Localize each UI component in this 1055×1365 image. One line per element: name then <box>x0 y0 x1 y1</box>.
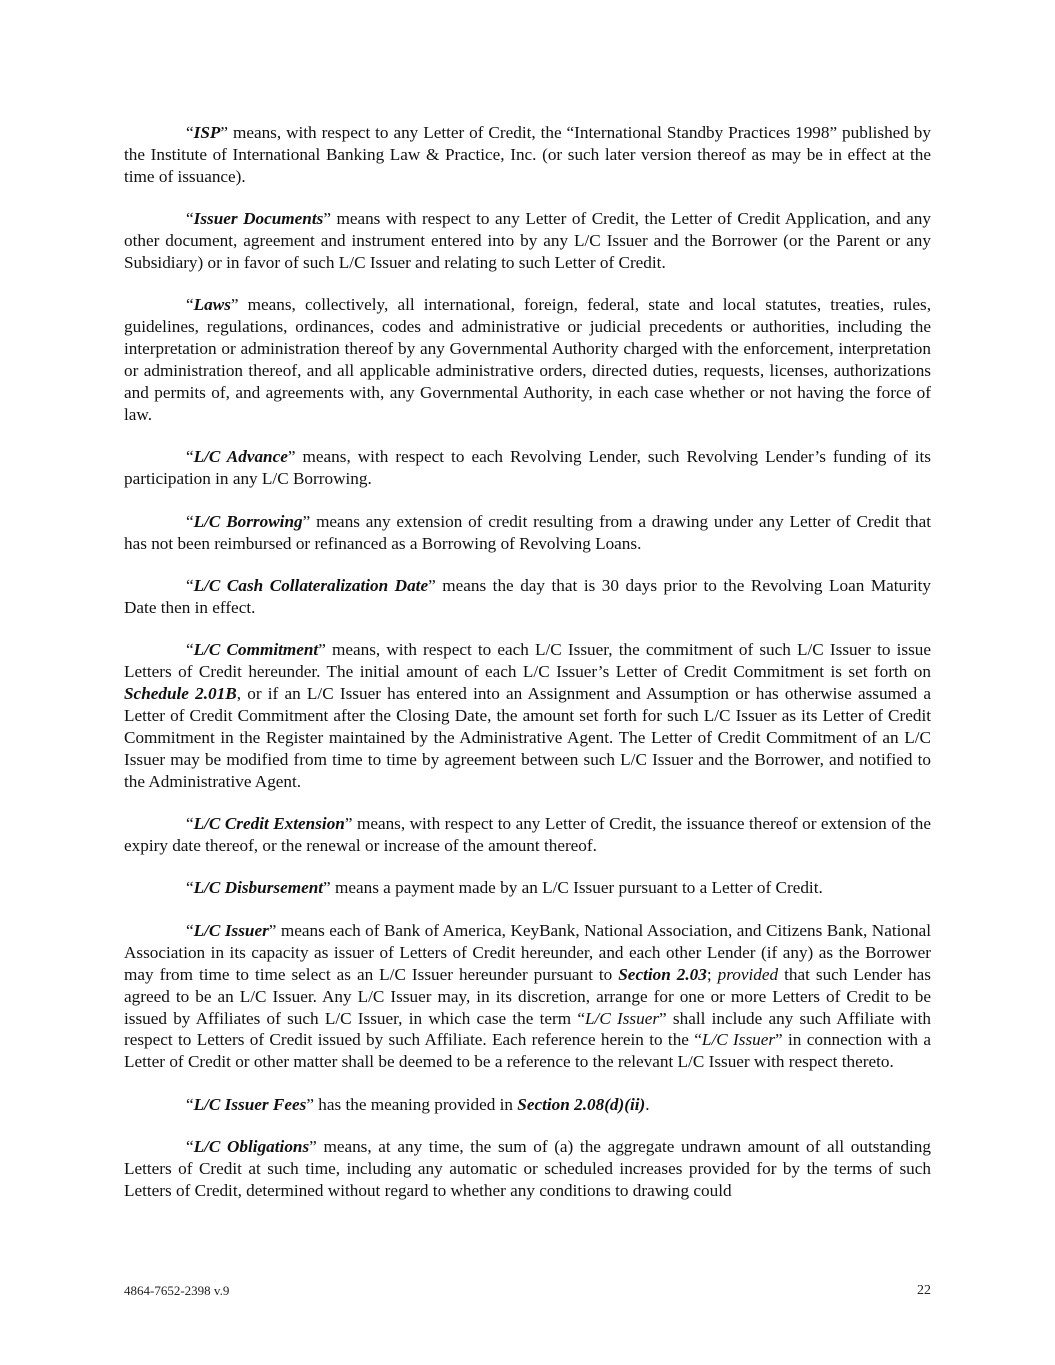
definition-lc-disbursement <box>124 877 931 899</box>
definition-text: , or if an L/C Issuer has entered into an Assignment and Assumption or has otherwise assumed a Letter of Credit Commitment after the Closing Date, the amount set forth for such L/C Issuer as its Letter of Credit Commitment in the Register maintained by the Administrative Agent. The Letter of Credit Commitment of an L/C Issuer may be modified from time to time by agreement between such L/C Issuer and the Borrower, and notified to the Administrative Agent. <box>124 684 931 791</box>
definition-text: ” means, at any time, the sum of (a) the aggregate undrawn amount of all outstanding Letters of Credit at such time, including any automatic or scheduled increases provided for by the terms of such Letters of Credit, determined without regard to whether any conditions to drawing could <box>124 1137 931 1200</box>
definition-lc-issuer <box>124 920 931 1073</box>
open-quote: “ <box>186 1094 194 1114</box>
definition-isp <box>124 122 931 188</box>
definition-text: ” means a payment made by an L/C Issuer pursuant to a Letter of Credit. <box>323 878 823 898</box>
defined-term: L/C Commitment <box>193 640 319 660</box>
page-number: 22 <box>917 1283 931 1298</box>
definition-text: ” means, with respect to each Revolving Lender, such Revolving Lender’s funding of its participation in any L/C Borrowing. <box>124 447 931 489</box>
definition-text: that such Lender has agreed to be an L/C Issuer. Any L/C Issuer may, in its discretion, arrange for one or more Letters of Credit to be issued by Affiliates of such L/C Issuer, in which case the term “ <box>124 964 931 1028</box>
defined-term: L/C Advance <box>193 447 288 467</box>
section-reference: Section 2.08(d)(ii) <box>517 1094 646 1114</box>
defined-term: L/C Issuer Fees <box>193 1094 307 1114</box>
open-quote: “ <box>186 295 194 315</box>
definition-lc-issuer-fees <box>124 1094 931 1116</box>
definition-text: ” in connection with a Letter of Credit or other matter shall be deemed to be a reference to the relevant L/C Issuer with respect thereto. <box>124 1030 931 1072</box>
definition-lc-credit-extension <box>124 813 931 857</box>
open-quote: “ <box>186 920 194 940</box>
section-reference: Section 2.03 <box>618 964 707 984</box>
definition-text: ” means, collectively, all international, foreign, federal, state and local statutes, treaties, rules, guidelines, regulations, ordinances, codes and administrative or judicial precedents or authorities, including the interpretation or administration thereof by any Governmental Authority charged with the enforcement, interpretation or administration thereof, and all applicable administrative orders, directed duties, requests, licenses, authorizations and permits of, and agreements with, any Governmental Authority, in each case whether or not having the force of law. <box>124 295 931 424</box>
open-quote: “ <box>186 511 194 531</box>
open-quote: “ <box>186 640 194 660</box>
definition-text: ” has the meaning provided in <box>306 1094 518 1114</box>
definition-text: ” means, with respect to each L/C Issuer, the commitment of such L/C Issuer to issue Letters of Credit hereunder. The initial amount of each L/C Issuer’s Letter of Credit Commitment is set forth on <box>124 640 932 682</box>
provided-italic: provided <box>717 964 779 984</box>
open-quote: “ <box>186 878 194 898</box>
defined-term: ISP <box>193 123 221 142</box>
italic-term: L/C Issuer <box>584 1008 660 1028</box>
defined-term: L/C Obligations <box>193 1137 310 1157</box>
definition-lc-borrowing <box>124 511 931 555</box>
definition-text: ” means the day that is 30 days prior to the Revolving Loan Maturity Date then in effect. <box>124 576 931 617</box>
document-id: 4864-7652-2398 v.9 <box>124 1283 230 1298</box>
schedule-reference: Schedule 2.01B <box>124 684 237 704</box>
definition-text: ” means, with respect to any Letter of Credit, the “International Standby Practices 1998” published by the Institute of International Banking Law & Practice, Inc. (or such later version thereof as may be in effect at the time of issuance). <box>124 123 931 186</box>
definition-text: . <box>645 1094 650 1114</box>
defined-term: L/C Borrowing <box>193 511 303 531</box>
definition-issuer-documents <box>124 208 931 274</box>
definition-text: ; <box>706 964 718 984</box>
definition-lc-commitment <box>124 639 931 792</box>
open-quote: “ <box>186 576 194 595</box>
open-quote: “ <box>186 209 194 229</box>
definition-text: ” means any extension of credit resulting from a drawing under any Letter of Credit that has not been reimbursed or refinanced as a Borrowing of Revolving Loans. <box>124 511 931 553</box>
italic-term: L/C Issuer <box>701 1030 776 1050</box>
defined-term: L/C Credit Extension <box>193 814 345 834</box>
defined-term: L/C Issuer <box>193 920 269 940</box>
definition-text: ” shall include any such Affiliate with respect to Letters of Credit issued by such Affiliate. Each reference herein to the “ <box>124 1008 932 1050</box>
defined-term: L/C Disbursement <box>193 878 324 898</box>
definition-laws <box>124 294 931 425</box>
open-quote: “ <box>186 447 194 467</box>
definition-lc-obligations <box>124 1136 931 1202</box>
definition-text: ” means each of Bank of America, KeyBank, National Association, and Citizens Bank, National Association in its capacity as issuer of Letters of Credit hereunder, and each other Lender (if any) as the Borrower may from time to time select as an L/C Issuer hereunder pursuant to <box>124 920 931 984</box>
document-page <box>124 122 931 1222</box>
definition-lc-cash-collateralization-date <box>124 575 931 619</box>
open-quote: “ <box>186 814 194 834</box>
definition-text: ” means, with respect to any Letter of Credit, the issuance thereof or extension of the expiry date thereof, or the renewal or increase of the amount thereof. <box>124 814 931 856</box>
defined-term: Issuer Documents <box>193 209 324 229</box>
defined-term: Laws <box>193 295 231 315</box>
definition-lc-advance <box>124 446 931 490</box>
open-quote: “ <box>186 123 194 142</box>
definition-text: ” means with respect to any Letter of Credit, the Letter of Credit Application, and any other document, agreement and instrument entered into by any L/C Issuer and the Borrower (or the Parent or any Subsidiary) or in favor of such L/C Issuer and relating to such Letter of Credit. <box>124 209 931 273</box>
defined-term: L/C Cash Collateralization Date <box>193 576 429 595</box>
open-quote: “ <box>186 1137 194 1157</box>
